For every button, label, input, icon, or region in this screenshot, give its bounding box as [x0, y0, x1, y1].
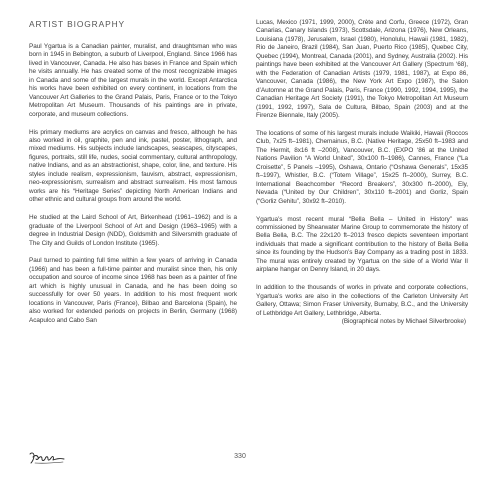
page-number: 330: [234, 453, 246, 460]
section-heading: ARTIST BIOGRAPHY: [29, 19, 125, 29]
bio-paragraph-exhibitions: Lucas, Mexico (1971, 1999, 2000), Crète and Corfu, Greece (1972), Gran Canarias, Canary Islands (1973), Scottsdale, Arizona (1976), New Orleans, Louisiana (1978), Jerusalem, Israel (1980), Honolulu, Hawaii (1981, 1982), Rio de Janeiro, Brazil (1984), San Juan, Puerto Rico (1985), Quebec City, Quebec (1994), Montreal, Canada (2001), and Sydney, Australia (2002). His paintings have been exhibited at the Vancouver Art Gallery (Spectrum ‘68), with the Federation of Canadian Artists (1979, 1981, 1987), at Expo 86, Vancouver, Canada (1986), the New York Art Expo (1987), the Salon d’Automne at the Grand Palais, Paris, France (1990, 1992, 1994, 1995), the Canadian Heritage Art Society (1991), the Tokyo Metropolitan Art Museum (1991, 1992, 1997), Sala de Cultura, Bilbao, Spain (2003) and at the Firenze Biennale, Italy (2005).: [256, 19, 468, 119]
bio-paragraph-intro: Paul Ygartua is a Canadian painter, muralist, and draughtsman who was born in 1945 in Bebington, a suburb of Liverpool, England. Since 1966 has lived in Vancouver, Canada. He also has bases in France and Spain which he visits annually. He has created some of the most recognizable images in Canada and some of the largest murals in the world. Except Antarctica his works have been exhibited on every continent, in locations from the Vancouver Art Galleries to the Grand Palais, Paris, France or to the Tokyo Metropolitan Art Museum. Thousands of his paintings are in private, corporate, and museum collections.: [29, 43, 237, 118]
bio-paragraph-education: He studied at the Laird School of Art, Birkenhead (1961–1962) and is a graduate of the Liverpool School of Art and Design (1963–1965) with a degree in Industrial Design (NDD), Goldsmith and Silversmith graduate of The City and Guilds of London Institute (1965).: [29, 214, 237, 247]
biography-credit: (Biographical notes by Michael Silverbrooke): [341, 318, 466, 325]
bio-paragraph-mediums: His primary mediums are acrylics on canvas and fresco, although he has also worked in oil, graphite, pen and ink, pastel, poster, lithograph, and mixed mediums. His subjects include landscapes, seascapes, cityscapes, figures, portraits, still life, nudes, social commentary, cultural anthropology, native Indians, and as an abstractionist, shape, color, line, and texture. His styles include realism, expressionism, fauvism, abstract, expressionism, neo-expressionism, surrealism and abstract surrealism. His most famous works are his “Heritage Series” depicting North American Indians and other ethnic and cultural groups from around the world.: [29, 128, 237, 204]
right-column: [256, 19, 468, 336]
bio-paragraph-recent-mural: Ygartua’s most recent mural “Bella Bella – United in History” was commissioned by Shearwater Marine Group to commemorate the history of Bella Bella, B.C. The 22x120 ft–2013 fresco depicts seventeen important individuals that made a significant contribution to the history of Bella Bella since its founding by the Hudson’s Bay Company as a trading post in 1833. The mural was entirely created by Ygartua on the side of a World War II airplane hangar on Denny Island, in 20 days.: [256, 215, 468, 274]
left-column: [29, 19, 237, 335]
bio-paragraph-murals: The locations of some of his largest murals include Waikiki, Hawaii (Roccos Club, 7x25 ft–1981), Chemainus, B.C. (Native Heritage, 25x50 ft–1983 and The Hermit, 8x16 ft –2008), Vancouver, B.C. (EXPO ‘86 at the United Nations Pavilion “A World United”, 30x100 ft–1986), Cannes, France (“La Croisette”, 5 Panels –1995), Oshawa, Ontario (“Oshawa Generals”, 15x35 ft–1997), Whistler, B.C. (“Totem Village”, 15x25 ft–2000), Surrey, B.C. International Beachcomber “Record Breakers”, 30x300 ft–2000), Ely, Nevada (“United by Our Children”, 30x110 ft–2001) and Gorliz, Spain (“Gorliz Gehitu”, 30x92 ft–2010).: [256, 129, 468, 205]
bio-paragraph-career: Paul turned to painting full time within a few years of arriving in Canada (1966) and has been a full-time painter and muralist since then, his only occupation and source of income since 1968 has been as a painter of fine art which is highly unusual in Canada, and he has been doing so successfully for over 50 years. In addition to his most frequent work locations in Vancouver, Paris (France), Bilbao and Barcelona (Spain), he also worked for extended periods on projects in Berlin, Germany (1968) Acapulco and Cabo San: [29, 257, 237, 324]
bio-paragraph-collections: In addition to the thousands of works in private and corporate collections, Ygartua’s works are also in the collections of the Carleton University Art Gallery, Ottawa; Simon Fraser University, Burnaby, B.C., and the University of Lethbridge Art Gallery, Lethbridge, Alberta.: [256, 284, 468, 317]
